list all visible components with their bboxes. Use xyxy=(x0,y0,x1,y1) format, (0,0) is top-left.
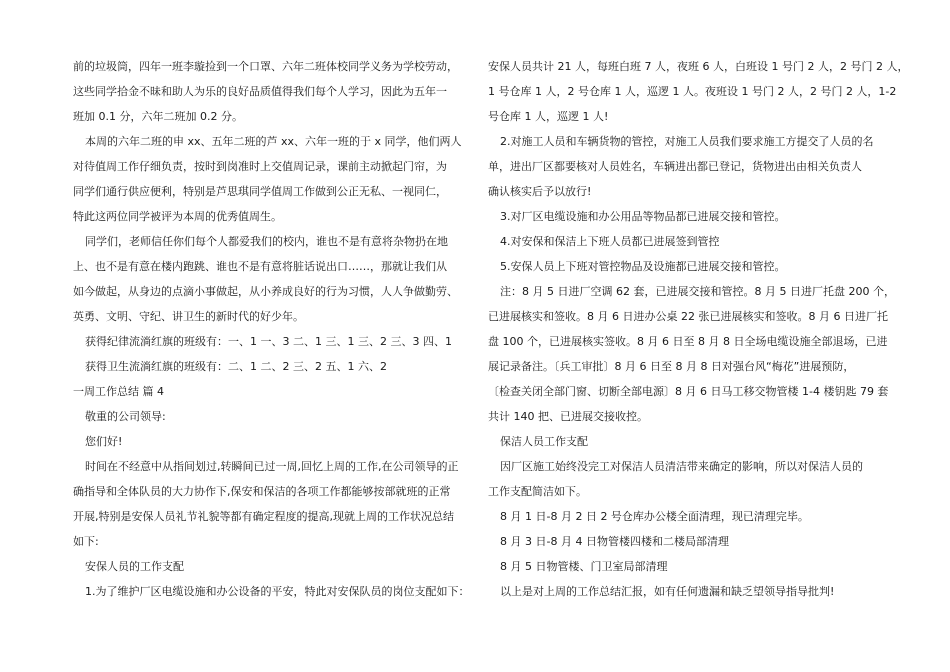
text-line: 1 号仓库 1 人，2 号仓库 1 人，巡逻 1 人。夜班设 1 号门 2 人，2 号门 2 人，1-2 xyxy=(488,85,897,98)
section-heading: 安保人员的工作支配 xyxy=(85,560,184,573)
section-heading: 保洁人员工作支配 xyxy=(500,435,588,448)
text-line: 注：8 月 5 日进厂空调 62 套，已进展交接和管控。8 月 5 日进厂托盘 200 个， xyxy=(500,285,895,298)
text-line: 您们好! xyxy=(85,435,123,448)
text-line: 获得纪律流淌红旗的班级有：一、1 一、3 二、1 三、1 三、2 三、3 四、1 xyxy=(85,335,452,348)
text-line: 因厂区施工始终没完工对保洁人员清洁带来确定的影响，所以对保洁人员的 xyxy=(500,460,863,473)
text-line: 安保人员共计 21 人，每班白班 7 人，夜班 6 人，白班设 1 号门 2 人，2 号门 2 人， xyxy=(488,60,909,73)
section-heading: 一周工作总结 篇 4 xyxy=(73,385,164,398)
text-line: 盘 100 个，已进展核实签收。8 月 6 日至 8 月 8 日全场电缆设施全部退场，已进 xyxy=(488,335,888,348)
text-line: 1.为了维护厂区电缆设施和办公设备的平安，特此对安保队员的岗位支配如下： xyxy=(85,585,470,598)
text-line: 8 月 3 日-8 月 4 日物管楼四楼和二楼局部清理 xyxy=(500,535,729,548)
text-line: 开展,特别是安保人员礼节礼貌等都有确定程度的提高,现就上周的工作状况总结 xyxy=(73,510,454,523)
text-line: 8 月 1 日-8 月 2 日 2 号仓库办公楼全面清理，现已清理完毕。 xyxy=(500,510,809,523)
text-line: 敬重的公司领导: xyxy=(85,410,166,423)
text-line: 前的垃圾筒，四年一班李璇捡到一个口罩、六年二班体校同学义务为学校劳动， xyxy=(73,60,458,73)
text-line: 3.对厂区电缆设施和办公用品等物品都已进展交接和管控。 xyxy=(500,210,786,223)
text-line: 已进展核实和签收。8 月 6 日进办公桌 22 张已进展核实和签收。8 月 6 日进厂托 xyxy=(488,310,888,323)
text-line: 号仓库 1 人，巡逻 1 人! xyxy=(488,110,609,123)
text-line: 同学们通行供应便利，特别是芦思琪同学值周工作做到公正无私、一视同仁， xyxy=(73,185,447,198)
text-line: 5.安保人员上下班对管控物品及设施都已进展交接和管控。 xyxy=(500,260,786,273)
text-line: 英勇、文明、守纪、讲卫生的新时代的好少年。 xyxy=(73,310,304,323)
text-line: 〔检查关闭全部门窗、切断全部电源〕8 月 6 日马工移交物管楼 1-4 楼钥匙 79 套 xyxy=(488,385,889,398)
text-line: 以上是对上周的工作总结汇报，如有任何遗漏和缺乏望领导指导批判! xyxy=(500,585,835,598)
text-line: 时间在不经意中从指间划过,转瞬间已过一周,回忆上周的工作,在公司领导的正 xyxy=(85,460,459,473)
text-line: 确认核实后予以放行! xyxy=(488,185,592,198)
text-line: 如下: xyxy=(73,535,99,548)
text-line: 工作支配简洁如下。 xyxy=(488,485,587,498)
text-line: 对待值周工作仔细负责，按时到岗准时上交值周记录，课前主动掀起门帘，为 xyxy=(73,160,447,173)
text-line: 这些同学拾金不昧和助人为乐的良好品质值得我们每个人学习，因此为五年一 xyxy=(73,85,447,98)
text-line: 同学们，老师信任你们每个人都爱我们的校内，谁也不是有意将杂物扔在地 xyxy=(85,235,448,248)
text-line: 展记录备注。〔兵工审批〕8 月 6 日至 8 月 8 日对强台风“梅花”进展预防， xyxy=(488,360,855,373)
text-line: 上、也不是有意在楼内跑跳、谁也不是有意将脏话说出口……，那就让我们从 xyxy=(73,260,447,273)
text-line: 获得卫生流淌红旗的班级有：二、1 二、2 三、2 五、1 六、2 xyxy=(85,360,387,373)
text-line: 2.对施工人员和车辆货物的管控，对施工人员我们要求施工方提交了人员的名 xyxy=(500,135,874,148)
text-line: 8 月 5 日物管楼、门卫室局部清理 xyxy=(500,560,668,573)
text-line: 如今做起，从身边的点滴小事做起，从小养成良好的行为习惯，人人争做勤劳、 xyxy=(73,285,458,298)
text-line: 班加 0.1 分，六年二班加 0.2 分。 xyxy=(73,110,243,123)
text-line: 4.对安保和保洁上下班人员都已进展签到管控 xyxy=(500,235,720,248)
text-line: 共计 140 把、已进展交接收控。 xyxy=(488,410,648,423)
text-line: 单，进出厂区都要核对人员姓名，车辆进出都已登记，货物进出由相关负责人 xyxy=(488,160,862,173)
text-line: 本周的六年二班的申 xx、五年二班的芦 xx、六年一班的于 x 同学，他们两人 xyxy=(85,135,462,148)
text-line: 特此这两位同学被评为本周的优秀值周生。 xyxy=(73,210,282,223)
text-line: 确指导和全体队员的大力协作下,保安和保洁的各项工作都能够按部就班的正常 xyxy=(73,485,451,498)
